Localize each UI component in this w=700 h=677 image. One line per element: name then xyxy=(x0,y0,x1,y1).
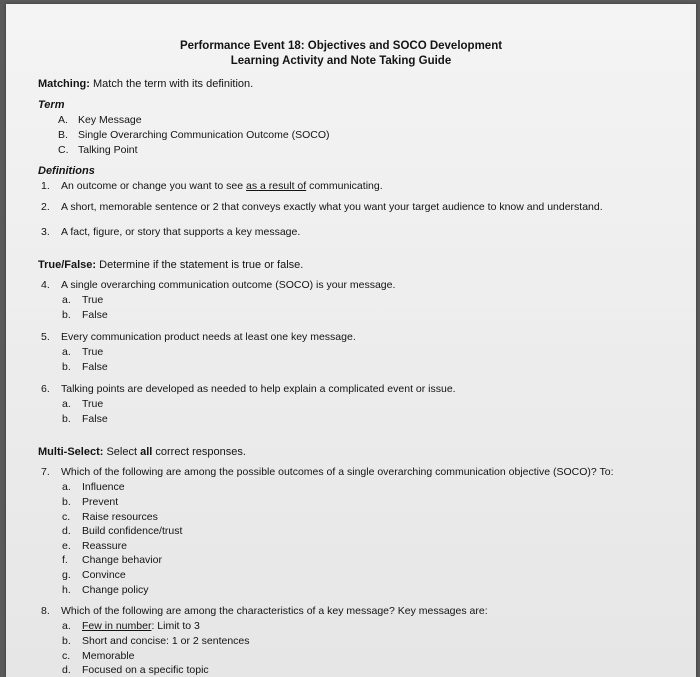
option-text: Change behavior xyxy=(82,554,162,566)
option-marker: a. xyxy=(62,294,71,306)
question-text: A single overarching communication outcome (SOCO) is your message. xyxy=(61,279,396,291)
answer-option xyxy=(62,398,103,410)
option-marker: f. xyxy=(62,554,68,566)
answer-option xyxy=(62,361,108,373)
definition-marker: 2. xyxy=(41,201,50,213)
question-7 xyxy=(41,466,614,478)
option-text: : Limit to 3 xyxy=(151,620,200,632)
option-marker: g. xyxy=(62,569,71,581)
definition-marker: 1. xyxy=(41,180,50,192)
definitions-heading: Definitions xyxy=(38,165,95,177)
question-text: Which of the following are among the characteristics of a key message? Key messages are: xyxy=(61,605,488,617)
term-text: Single Overarching Communication Outcome (SOCO) xyxy=(78,129,330,141)
option-marker: b. xyxy=(62,635,71,647)
question-marker: 7. xyxy=(41,466,50,478)
answer-option xyxy=(62,635,250,647)
option-marker: d. xyxy=(62,664,71,676)
matching-instruction-text: Match the term with its definition. xyxy=(93,78,254,90)
definition-text-end: communicating. xyxy=(306,180,383,192)
option-marker: a. xyxy=(62,620,71,632)
definition-text: A fact, figure, or story that supports a key message. xyxy=(61,226,301,238)
option-marker: a. xyxy=(62,481,71,493)
true-false-instruction-text: Determine if the statement is true or false. xyxy=(99,259,304,271)
question-text: Which of the following are among the possible outcomes of a single overarching communication objective (SOCO)? To: xyxy=(61,466,614,478)
term-item xyxy=(58,114,142,126)
option-text: Change policy xyxy=(82,584,149,596)
question-5 xyxy=(41,331,356,343)
question-marker: 4. xyxy=(41,279,50,291)
definition-item xyxy=(41,226,300,238)
answer-option xyxy=(62,496,118,508)
option-text: True xyxy=(82,398,104,410)
option-marker: e. xyxy=(62,540,71,552)
definition-text-start: An outcome or change you want to see xyxy=(61,180,247,192)
question-8 xyxy=(41,605,488,617)
option-text: Raise resources xyxy=(82,511,158,523)
term-item xyxy=(58,129,330,141)
option-underlined-text: Few in number xyxy=(82,620,152,632)
definition-item xyxy=(41,201,603,213)
definition-item xyxy=(41,180,383,192)
definition-marker: 3. xyxy=(41,226,50,238)
option-text: True xyxy=(82,294,104,306)
question-marker: 5. xyxy=(41,331,50,343)
answer-option xyxy=(62,620,200,632)
term-heading: Term xyxy=(38,99,65,111)
option-text: Focused on a specific topic xyxy=(82,664,209,676)
answer-option xyxy=(62,309,108,321)
term-item xyxy=(58,144,138,156)
option-text: Short and concise: 1 or 2 sentences xyxy=(82,635,250,647)
option-text: Reassure xyxy=(82,540,127,552)
question-4 xyxy=(41,279,395,291)
answer-option xyxy=(62,346,103,358)
answer-option xyxy=(62,511,158,523)
answer-option xyxy=(62,481,125,493)
question-text: Every communication product needs at least one key message. xyxy=(61,331,356,343)
option-marker: b. xyxy=(62,361,71,373)
option-marker: d. xyxy=(62,525,71,537)
page-subtitle: Learning Activity and Note Taking Guide xyxy=(230,55,452,67)
multi-select-instruction-emphasis: all xyxy=(140,446,153,458)
option-marker: c. xyxy=(62,650,71,662)
answer-option xyxy=(62,554,162,566)
multi-select-label: Multi-Select: xyxy=(38,446,104,458)
option-marker: b. xyxy=(62,413,71,425)
answer-option xyxy=(62,413,108,425)
option-text: Memorable xyxy=(82,650,135,662)
question-marker: 6. xyxy=(41,383,50,395)
option-text: Convince xyxy=(82,569,126,581)
term-text: Key Message xyxy=(78,114,142,126)
option-marker: b. xyxy=(62,309,71,321)
term-text: Talking Point xyxy=(78,144,138,156)
option-text: False xyxy=(82,361,108,373)
question-text: Talking points are developed as needed to help explain a complicated event or issue. xyxy=(61,383,456,395)
multi-select-instruction-start: Select xyxy=(106,446,141,458)
answer-option xyxy=(62,650,135,662)
multi-select-instructions xyxy=(38,446,246,458)
true-false-instructions xyxy=(38,259,303,271)
definition-underlined-text: as a result of xyxy=(246,180,307,192)
question-6 xyxy=(41,383,456,395)
option-marker: a. xyxy=(62,346,71,358)
matching-label: Matching: xyxy=(38,78,90,90)
true-false-label: True/False: xyxy=(38,259,97,271)
answer-option xyxy=(62,540,127,552)
term-marker: A. xyxy=(58,114,68,126)
answer-option xyxy=(62,584,149,596)
matching-instructions xyxy=(38,78,253,90)
answer-option xyxy=(62,569,126,581)
option-text: True xyxy=(82,346,104,358)
option-marker: h. xyxy=(62,584,71,596)
option-text: Influence xyxy=(82,481,125,493)
option-text: False xyxy=(82,413,108,425)
option-text: Prevent xyxy=(82,496,119,508)
worksheet-page xyxy=(6,4,696,677)
term-marker: B. xyxy=(58,129,68,141)
multi-select-instruction-end: correct responses. xyxy=(152,446,246,458)
option-marker: a. xyxy=(62,398,71,410)
option-text: False xyxy=(82,309,108,321)
answer-option xyxy=(62,294,103,306)
option-marker: b. xyxy=(62,496,71,508)
option-text: Build confidence/trust xyxy=(82,525,183,537)
answer-option xyxy=(62,664,209,676)
question-marker: 8. xyxy=(41,605,50,617)
answer-option xyxy=(62,525,182,537)
option-marker: c. xyxy=(62,511,71,523)
definition-text: A short, memorable sentence or 2 that conveys exactly what you want your target audience to know and understand. xyxy=(61,201,603,213)
term-marker: C. xyxy=(58,144,69,156)
page-title: Performance Event 18: Objectives and SOCO Development xyxy=(179,40,503,52)
